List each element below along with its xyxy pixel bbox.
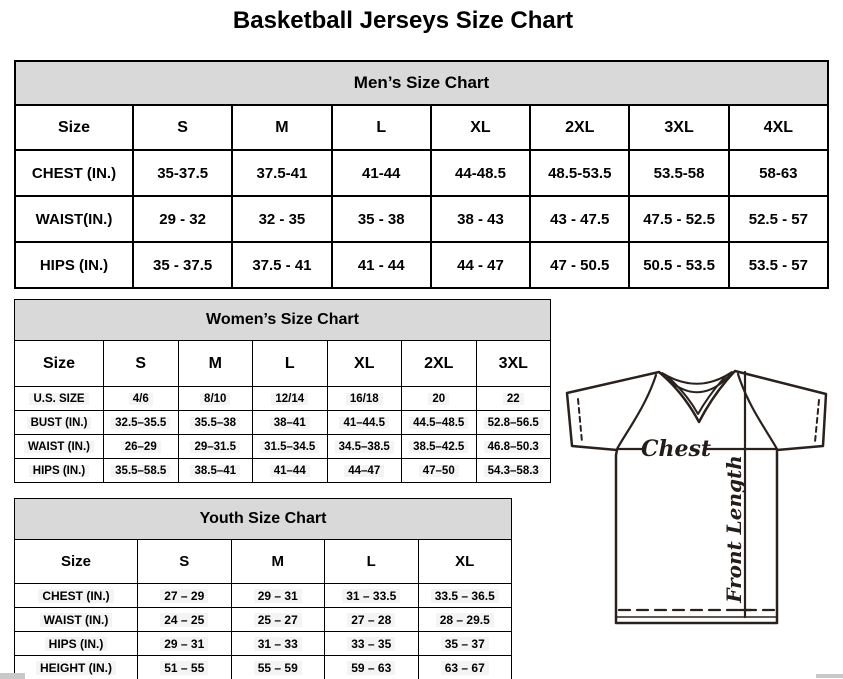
womens-row-waist xyxy=(15,435,551,459)
mens-col-header: XL xyxy=(431,105,530,150)
cell: 37.5-41 xyxy=(232,150,331,196)
womens-size-table xyxy=(14,299,551,483)
cell: 29 - 32 xyxy=(133,196,232,242)
womens-table-title: Women’s Size Chart xyxy=(15,300,551,341)
cell: 59 – 63 xyxy=(325,656,419,679)
cell: 50.5 - 53.5 xyxy=(629,242,728,288)
womens-col-header: 3XL xyxy=(476,341,551,387)
youth-size-table xyxy=(14,498,512,679)
youth-col-header-size: Size xyxy=(15,540,138,584)
cell: 58-63 xyxy=(729,150,828,196)
jersey-outline xyxy=(567,371,826,623)
row-label: BUST (IN.) xyxy=(15,411,104,435)
cell: 27 – 29 xyxy=(138,584,232,608)
womens-row-ussize xyxy=(15,387,551,411)
womens-col-header: L xyxy=(253,341,328,387)
youth-col-header: XL xyxy=(418,540,512,584)
cell: 38.5–42.5 xyxy=(402,435,477,459)
cell: 8/10 xyxy=(178,387,253,411)
row-label: HIPS (IN.) xyxy=(15,242,133,288)
mens-col-header: 4XL xyxy=(729,105,828,150)
row-label: HIPS (IN.) xyxy=(15,459,104,483)
cell: 31 – 33 xyxy=(231,632,325,656)
row-label: CHEST (IN.) xyxy=(15,150,133,196)
row-label: CHEST (IN.) xyxy=(15,584,138,608)
mens-col-header: S xyxy=(133,105,232,150)
cell: 29–31.5 xyxy=(178,435,253,459)
cell: 37.5 - 41 xyxy=(232,242,331,288)
cell: 53.5-58 xyxy=(629,150,728,196)
cell: 35.5–58.5 xyxy=(104,459,179,483)
page-title: Basketball Jerseys Size Chart xyxy=(232,7,574,34)
cell: 4/6 xyxy=(104,387,179,411)
cell: 20 xyxy=(402,387,477,411)
cell: 25 – 27 xyxy=(231,608,325,632)
cell: 29 – 31 xyxy=(138,632,232,656)
youth-row-hips xyxy=(15,632,512,656)
cell: 31 – 33.5 xyxy=(325,584,419,608)
cell: 52.8–56.5 xyxy=(476,411,551,435)
mens-col-header: 3XL xyxy=(629,105,728,150)
mens-col-header: L xyxy=(332,105,431,150)
cell: 32 - 35 xyxy=(232,196,331,242)
cell: 35 – 37 xyxy=(418,632,512,656)
youth-col-header: S xyxy=(138,540,232,584)
youth-col-header: M xyxy=(231,540,325,584)
cell: 46.8–50.3 xyxy=(476,435,551,459)
cell: 63 – 67 xyxy=(418,656,512,679)
cell: 16/18 xyxy=(327,387,402,411)
jersey-measurement-diagram xyxy=(555,361,843,651)
row-label: WAIST (IN.) xyxy=(15,435,104,459)
row-label: WAIST (IN.) xyxy=(15,608,138,632)
womens-row-hips xyxy=(15,459,551,483)
cell: 41 - 44 xyxy=(332,242,431,288)
cell: 31.5–34.5 xyxy=(253,435,328,459)
right-sleeve-seam xyxy=(738,374,777,449)
cell: 54.3–58.3 xyxy=(476,459,551,483)
front-length-label: Front Length xyxy=(722,455,746,603)
cell: 44.5–48.5 xyxy=(402,411,477,435)
cell: 35.5–38 xyxy=(178,411,253,435)
left-cuff-dashed-line xyxy=(578,399,582,442)
mens-size-table xyxy=(14,60,829,289)
mens-col-header: 2XL xyxy=(530,105,629,150)
cell: 35-37.5 xyxy=(133,150,232,196)
cell: 24 – 25 xyxy=(138,608,232,632)
cell: 48.5-53.5 xyxy=(530,150,629,196)
cell: 52.5 - 57 xyxy=(729,196,828,242)
cell: 55 – 59 xyxy=(231,656,325,679)
youth-col-header: L xyxy=(325,540,419,584)
cell: 38–41 xyxy=(253,411,328,435)
chest-label: Chest xyxy=(640,436,712,462)
cell: 34.5–38.5 xyxy=(327,435,402,459)
cell: 27 – 28 xyxy=(325,608,419,632)
cell: 47.5 - 52.5 xyxy=(629,196,728,242)
mens-row-hips xyxy=(15,242,828,288)
cell: 38 - 43 xyxy=(431,196,530,242)
row-label: HIPS (IN.) xyxy=(15,632,138,656)
cell: 43 - 47.5 xyxy=(530,196,629,242)
cell: 33.5 – 36.5 xyxy=(418,584,512,608)
cell: 38.5–41 xyxy=(178,459,253,483)
cell: 22 xyxy=(476,387,551,411)
mens-row-waist xyxy=(15,196,828,242)
mens-table-title: Men’s Size Chart xyxy=(15,61,828,105)
collar-v-inner xyxy=(668,376,726,414)
youth-row-height xyxy=(15,656,512,679)
mens-col-header-size: Size xyxy=(15,105,133,150)
cell: 29 – 31 xyxy=(231,584,325,608)
youth-row-waist xyxy=(15,608,512,632)
cell: 44 - 47 xyxy=(431,242,530,288)
cell: 51 – 55 xyxy=(138,656,232,679)
row-label: HEIGHT (IN.) xyxy=(15,656,138,679)
cell: 35 - 37.5 xyxy=(133,242,232,288)
cell: 41-44 xyxy=(332,150,431,196)
cell: 53.5 - 57 xyxy=(729,242,828,288)
cell: 28 – 29.5 xyxy=(418,608,512,632)
womens-row-bust xyxy=(15,411,551,435)
womens-col-header: XL xyxy=(327,341,402,387)
cell: 47–50 xyxy=(402,459,477,483)
right-cuff-dashed-line xyxy=(815,400,819,442)
womens-col-header-size: Size xyxy=(15,341,104,387)
cell: 26–29 xyxy=(104,435,179,459)
youth-table-title: Youth Size Chart xyxy=(15,499,512,540)
cell: 44-48.5 xyxy=(431,150,530,196)
mens-row-chest xyxy=(15,150,828,196)
cell: 33 – 35 xyxy=(325,632,419,656)
row-label: U.S. SIZE xyxy=(15,387,104,411)
row-label: WAIST(IN.) xyxy=(15,196,133,242)
cell: 32.5–35.5 xyxy=(104,411,179,435)
mens-col-header: M xyxy=(232,105,331,150)
womens-col-header: S xyxy=(104,341,179,387)
cell: 41–44 xyxy=(253,459,328,483)
scrollbar-fragment-left[interactable] xyxy=(0,673,25,679)
cell: 35 - 38 xyxy=(332,196,431,242)
youth-row-chest xyxy=(15,584,512,608)
womens-col-header: M xyxy=(178,341,253,387)
scrollbar-fragment-right[interactable] xyxy=(816,674,843,678)
cell: 12/14 xyxy=(253,387,328,411)
womens-col-header: 2XL xyxy=(402,341,477,387)
cell: 41–44.5 xyxy=(327,411,402,435)
cell: 47 - 50.5 xyxy=(530,242,629,288)
cell: 44–47 xyxy=(327,459,402,483)
